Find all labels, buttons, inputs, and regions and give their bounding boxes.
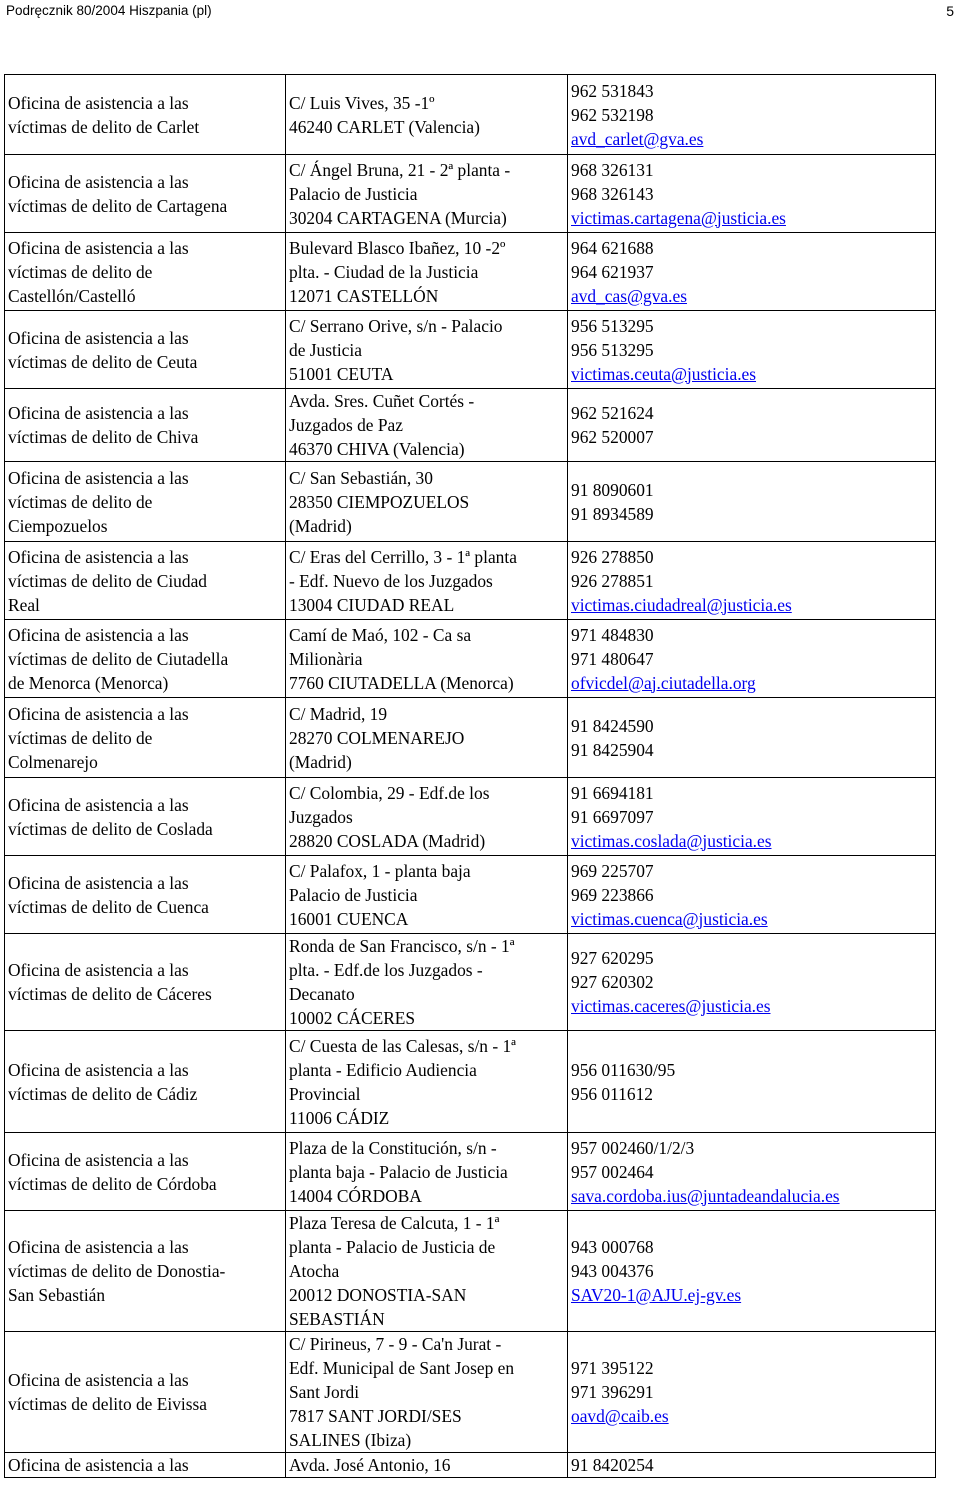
- office-name-line: víctimas de delito de Donostia-: [8, 1261, 226, 1281]
- phone-number: 91 6697097: [571, 806, 654, 827]
- office-name-cell: [5, 1332, 286, 1453]
- contact-cell: [568, 1211, 936, 1332]
- address-cell: [286, 542, 568, 620]
- phone-number: 943 000768: [571, 1237, 654, 1257]
- office-name-line: San Sebastián: [8, 1285, 106, 1305]
- address-line: Plaza Teresa de Calcuta, 1 - 1ª: [289, 1213, 500, 1233]
- office-name-cell: [5, 542, 286, 620]
- office-name-line: víctimas de delito de Ciudad: [8, 570, 207, 591]
- phone-number: 957 002460/1/2/3: [571, 1137, 695, 1158]
- office-name-line: víctimas de delito de Chiva: [8, 427, 199, 447]
- office-name-cell: [5, 389, 286, 462]
- office-name-line: Oficina de asistencia a las: [8, 1455, 189, 1475]
- office-name-line: Oficina de asistencia a las: [8, 237, 189, 258]
- office-name-line: Oficina de asistencia a las: [8, 327, 189, 348]
- address-line: C/ Cuesta de las Calesas, s/n - 1ª: [289, 1035, 516, 1056]
- office-name-line: Castellón/Castelló: [8, 285, 136, 306]
- address-line: 20012 DONOSTIA-SAN: [289, 1285, 467, 1305]
- address-cell: [286, 1211, 568, 1332]
- phone-number: 956 011612: [571, 1083, 653, 1104]
- address-cell: [286, 75, 568, 155]
- address-cell: [286, 311, 568, 389]
- phone-number: 968 326143: [571, 183, 654, 204]
- address-line: 28270 COLMENAREJO: [289, 727, 465, 748]
- address-line: Decanato: [289, 984, 355, 1004]
- address-line: C/ Luis Vives, 35 -1º: [289, 92, 435, 113]
- office-name-cell: [5, 1453, 286, 1478]
- office-name-line: víctimas de delito de: [8, 727, 153, 748]
- office-name-line: Oficina de asistencia a las: [8, 403, 189, 423]
- address-line: planta - Palacio de Justicia de: [289, 1237, 496, 1257]
- phone-number: 971 395122: [571, 1358, 654, 1378]
- address-line: SALINES (Ibiza): [289, 1430, 412, 1450]
- address-line: 16001 CUENCA: [289, 908, 409, 929]
- office-name-line: Oficina de asistencia a las: [8, 624, 189, 645]
- table-row: [5, 778, 936, 856]
- office-name-line: víctimas de delito de Ceuta: [8, 351, 198, 372]
- office-name-cell: [5, 462, 286, 542]
- email-link[interactable]: victimas.caceres@justicia.es: [571, 996, 771, 1016]
- contact-cell: [568, 1332, 936, 1453]
- office-name-line: Oficina de asistencia a las: [8, 794, 189, 815]
- address-cell: [286, 155, 568, 233]
- address-line: 12071 CASTELLÓN: [289, 285, 439, 306]
- address-line: 46370 CHIVA (Valencia): [289, 439, 465, 459]
- office-name-line: víctimas de delito de: [8, 261, 153, 282]
- phone-number: 927 620302: [571, 972, 654, 992]
- office-name-cell: [5, 778, 286, 856]
- address-line: - Edf. Nuevo de los Juzgados: [289, 570, 493, 591]
- office-name-line: Colmenarejo: [8, 751, 98, 772]
- table-row: [5, 75, 936, 155]
- phone-number: 969 225707: [571, 860, 654, 881]
- email-link[interactable]: ofvicdel@aj.ciutadella.org: [571, 672, 756, 693]
- address-line: SEBASTIÁN: [289, 1309, 385, 1329]
- phone-number: 962 520007: [571, 427, 654, 447]
- office-name-line: víctimas de delito de Cartagena: [8, 195, 228, 216]
- address-line: 10002 CÁCERES: [289, 1008, 416, 1028]
- contact-cell: [568, 698, 936, 778]
- address-line: (Madrid): [289, 751, 352, 772]
- contact-cell: [568, 1031, 936, 1133]
- contact-cell: [568, 934, 936, 1031]
- office-name-cell: [5, 856, 286, 934]
- address-line: 13004 CIUDAD REAL: [289, 594, 455, 615]
- phone-number: 91 8425904: [571, 739, 654, 760]
- office-name-line: víctimas de delito de Cáceres: [8, 984, 212, 1004]
- office-name-line: víctimas de delito de Coslada: [8, 818, 213, 839]
- address-line: 30204 CARTAGENA (Murcia): [289, 207, 507, 228]
- address-line: 7817 SANT JORDI/SES: [289, 1406, 462, 1426]
- address-cell: [286, 856, 568, 934]
- contact-cell: [568, 542, 936, 620]
- office-name-line: Oficina de asistencia a las: [8, 171, 189, 192]
- address-line: Bulevard Blasco Ibañez, 10 -2º: [289, 237, 506, 258]
- address-line: Avda. Sres. Cuñet Cortés -: [289, 391, 475, 411]
- page-number: 5: [946, 3, 954, 19]
- office-name-cell: [5, 1211, 286, 1332]
- contact-cell: [568, 1453, 936, 1478]
- office-name-line: Oficina de asistencia a las: [8, 872, 189, 893]
- phone-number: 91 8934589: [571, 503, 654, 524]
- office-name-cell: [5, 620, 286, 698]
- address-line: (Madrid): [289, 515, 352, 536]
- email-link[interactable]: victimas.ceuta@justicia.es: [571, 363, 757, 384]
- address-cell: [286, 233, 568, 311]
- contact-cell: [568, 1133, 936, 1211]
- victim-offices-table: [4, 74, 936, 1478]
- office-name-cell: [5, 698, 286, 778]
- address-line: 11006 CÁDIZ: [289, 1107, 390, 1128]
- address-line: 28350 CIEMPOZUELOS: [289, 491, 470, 512]
- phone-number: 91 8420254: [571, 1455, 654, 1475]
- office-name-line: Oficina de asistencia a las: [8, 1059, 189, 1080]
- email-link[interactable]: avd_cas@gva.es: [571, 285, 687, 306]
- office-name-cell: [5, 1133, 286, 1211]
- table-row: [5, 1453, 936, 1478]
- office-name-line: Oficina de asistencia a las: [8, 1149, 189, 1170]
- office-name-line: víctimas de delito de Córdoba: [8, 1173, 217, 1194]
- phone-number: 968 326131: [571, 159, 654, 180]
- office-name-line: víctimas de delito de Carlet: [8, 116, 200, 137]
- table-body: [5, 75, 936, 1478]
- address-cell: [286, 620, 568, 698]
- address-cell: [286, 1332, 568, 1453]
- address-cell: [286, 778, 568, 856]
- contact-cell: [568, 311, 936, 389]
- email-link[interactable]: victimas.cartagena@justicia.es: [571, 207, 786, 228]
- office-name-line: Oficina de asistencia a las: [8, 92, 189, 113]
- address-line: planta baja - Palacio de Justicia: [289, 1161, 508, 1182]
- phone-number: 971 480647: [571, 648, 654, 669]
- address-line: plta. - Edf.de los Juzgados -: [289, 960, 483, 980]
- phone-number: 957 002464: [571, 1161, 654, 1182]
- address-cell: [286, 1031, 568, 1133]
- office-name-cell: [5, 233, 286, 311]
- phone-number: 971 396291: [571, 1382, 654, 1402]
- address-line: Edf. Municipal de Sant Josep en: [289, 1358, 515, 1378]
- address-line: Ronda de San Francisco, s/n - 1ª: [289, 936, 515, 956]
- address-cell: [286, 934, 568, 1031]
- address-line: Atocha: [289, 1261, 340, 1281]
- phone-number: 956 513295: [571, 339, 654, 360]
- phone-number: 927 620295: [571, 948, 654, 968]
- address-cell: [286, 1133, 568, 1211]
- contact-cell: [568, 155, 936, 233]
- office-name-line: víctimas de delito de Cuenca: [8, 896, 209, 917]
- address-line: plta. - Ciudad de la Justicia: [289, 261, 479, 282]
- office-name-line: Oficina de asistencia a las: [8, 1237, 189, 1257]
- address-line: C/ San Sebastián, 30: [289, 467, 433, 488]
- phone-number: 91 8090601: [571, 479, 654, 500]
- address-line: 51001 CEUTA: [289, 363, 394, 384]
- table-row: [5, 155, 936, 233]
- office-name-line: Oficina de asistencia a las: [8, 703, 189, 724]
- table-row: [5, 1031, 936, 1133]
- address-line: 7760 CIUTADELLA (Menorca): [289, 672, 514, 693]
- table-row: [5, 1332, 936, 1453]
- address-cell: [286, 1453, 568, 1478]
- office-name-line: Oficina de asistencia a las: [8, 467, 189, 488]
- table-row: [5, 856, 936, 934]
- document-header-title: Podręcznik 80/2004 Hiszpania (pl): [6, 3, 212, 18]
- address-line: Palacio de Justicia: [289, 183, 418, 204]
- office-name-line: Real: [8, 594, 40, 615]
- address-line: Camí de Maó, 102 - Ca sa: [289, 624, 472, 645]
- address-line: C/ Colombia, 29 - Edf.de los: [289, 782, 490, 803]
- phone-number: 943 004376: [571, 1261, 654, 1281]
- table-row: [5, 934, 936, 1031]
- email-link[interactable]: victimas.coslada@justicia.es: [571, 830, 772, 851]
- table-row: [5, 1211, 936, 1332]
- email-link[interactable]: SAV20-1@AJU.ej-gv.es: [571, 1285, 742, 1305]
- contact-cell: [568, 778, 936, 856]
- office-name-cell: [5, 155, 286, 233]
- address-line: Palacio de Justicia: [289, 884, 418, 905]
- office-name-line: de Menorca (Menorca): [8, 672, 169, 693]
- office-name-line: Oficina de asistencia a las: [8, 1370, 189, 1390]
- office-name-line: Oficina de asistencia a las: [8, 546, 189, 567]
- address-line: Juzgados: [289, 806, 353, 827]
- office-name-cell: [5, 75, 286, 155]
- table-row: [5, 462, 936, 542]
- email-link[interactable]: victimas.cuenca@justicia.es: [571, 908, 768, 929]
- contact-cell: [568, 75, 936, 155]
- office-name-line: víctimas de delito de Ciutadella: [8, 648, 229, 669]
- address-cell: [286, 462, 568, 542]
- phone-number: 964 621937: [571, 261, 654, 282]
- phone-number: 962 521624: [571, 403, 654, 423]
- office-name-line: Ciempozuelos: [8, 515, 108, 536]
- phone-number: 969 223866: [571, 884, 654, 905]
- contact-cell: [568, 233, 936, 311]
- address-line: C/ Ángel Bruna, 21 - 2ª planta -: [289, 159, 511, 180]
- address-line: Sant Jordi: [289, 1382, 360, 1402]
- email-link[interactable]: sava.cordoba.ius@juntadeandalucia.es: [571, 1185, 840, 1206]
- address-line: C/ Eras del Cerrillo, 3 - 1ª planta: [289, 546, 517, 567]
- email-link[interactable]: victimas.ciudadreal@justicia.es: [571, 594, 792, 615]
- address-line: Provincial: [289, 1083, 361, 1104]
- table-row: [5, 1133, 936, 1211]
- phone-number: 962 532198: [571, 104, 654, 125]
- address-line: 28820 COSLADA (Madrid): [289, 830, 486, 851]
- table-row: [5, 389, 936, 462]
- phone-number: 956 513295: [571, 315, 654, 336]
- email-link[interactable]: oavd@caib.es: [571, 1406, 669, 1426]
- address-line: Milionària: [289, 648, 363, 669]
- phone-number: 956 011630/95: [571, 1059, 676, 1080]
- address-line: C/ Madrid, 19: [289, 703, 388, 724]
- table-row: [5, 698, 936, 778]
- address-line: Avda. José Antonio, 16: [289, 1455, 451, 1475]
- address-line: planta - Edificio Audiencia: [289, 1059, 477, 1080]
- phone-number: 91 8424590: [571, 715, 654, 736]
- table-row: [5, 620, 936, 698]
- contact-cell: [568, 389, 936, 462]
- office-name-line: víctimas de delito de Eivissa: [8, 1394, 207, 1414]
- address-cell: [286, 698, 568, 778]
- phone-number: 964 621688: [571, 237, 654, 258]
- address-line: C/ Palafox, 1 - planta baja: [289, 860, 471, 881]
- phone-number: 926 278850: [571, 546, 654, 567]
- office-name-line: víctimas de delito de: [8, 491, 153, 512]
- phone-number: 971 484830: [571, 624, 654, 645]
- address-line: de Justicia: [289, 339, 362, 360]
- table-row: [5, 233, 936, 311]
- phone-number: 926 278851: [571, 570, 654, 591]
- office-name-cell: [5, 1031, 286, 1133]
- address-line: 46240 CARLET (Valencia): [289, 116, 480, 137]
- address-line: C/ Serrano Orive, s/n - Palacio: [289, 315, 503, 336]
- address-cell: [286, 389, 568, 462]
- address-line: C/ Pirineus, 7 - 9 - Ca'n Jurat -: [289, 1334, 502, 1354]
- contact-cell: [568, 462, 936, 542]
- table-row: [5, 311, 936, 389]
- contact-cell: [568, 620, 936, 698]
- office-name-line: Oficina de asistencia a las: [8, 960, 189, 980]
- office-name-line: víctimas de delito de Cádiz: [8, 1083, 198, 1104]
- phone-number: 91 6694181: [571, 782, 654, 803]
- phone-number: 962 531843: [571, 80, 654, 101]
- address-line: 14004 CÓRDOBA: [289, 1185, 422, 1206]
- address-line: Juzgados de Paz: [289, 415, 403, 435]
- address-line: Plaza de la Constitución, s/n -: [289, 1137, 497, 1158]
- contact-cell: [568, 856, 936, 934]
- email-link[interactable]: avd_carlet@gva.es: [571, 128, 704, 149]
- office-name-cell: [5, 311, 286, 389]
- office-name-cell: [5, 934, 286, 1031]
- table-row: [5, 542, 936, 620]
